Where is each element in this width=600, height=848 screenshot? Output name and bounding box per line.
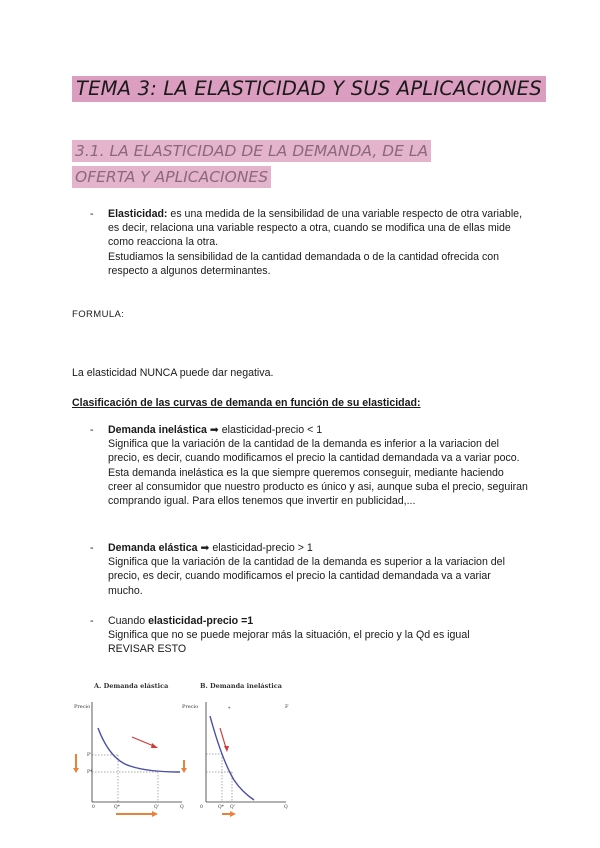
nota-negativa: La elasticidad NUNCA puede dar negativa. [72, 367, 274, 379]
list-dash: - [90, 615, 94, 627]
elasticidad-term: Elasticidad: [108, 208, 168, 220]
demand-figure-svg [72, 680, 294, 820]
panel-a-right-arrowhead [181, 768, 187, 773]
panel-b-q-hi: Q' [230, 805, 235, 810]
panel-a-q-lo: Q* [114, 805, 120, 810]
panel-a-origin: 0 [92, 805, 95, 810]
panel-a-price-arrowhead [73, 768, 79, 773]
panel-a-p-hi: P' [87, 753, 92, 758]
unitaria-term: elasticidad-precio =1 [148, 615, 254, 627]
formula-label: FORMULA: [72, 309, 125, 320]
panel-b-star: * [228, 706, 231, 712]
list-dash: - [90, 424, 94, 436]
panel-b-shift-arrowhead [224, 746, 229, 752]
inelastica-p2: Esta demanda inelástica es la que siempre queremos conseguir, mediante haciendo creer al consumidor que nuestro producto es único y asi, aunque suba el precio, seguiran comprando igual. Para ellos tenemos que invertir en publicidad,... [108, 466, 528, 508]
panel-b-shift-arrow [220, 728, 226, 748]
unitaria-item [90, 614, 528, 657]
panel-b-cut-label: F [285, 704, 289, 710]
unitaria-p1: Significa que no se puede mejorar más la situación, el precio y la Qd es igual [108, 629, 470, 642]
panel-a-x-label: Q [180, 805, 184, 810]
list-dash: - [90, 208, 94, 220]
inelastica-condition: elasticidad-precio < 1 [221, 424, 323, 436]
panel-b-origin: 0 [200, 805, 203, 810]
elastica-term: Demanda elástica [108, 542, 198, 554]
panel-b-x-label: Q [284, 805, 288, 810]
section-title-text: 3.1. LA ELASTICIDAD DE LA DEMANDA, DE LA OFERTA Y APLICACIONES [72, 140, 431, 188]
panel-b-quantity-arrowhead [230, 811, 236, 817]
panel-a-p-lo: P* [87, 770, 93, 775]
section-title [72, 138, 472, 190]
panel-a-quantity-arrowhead [152, 811, 158, 817]
demand-elasticity-figure [72, 680, 294, 820]
page-title: TEMA 3: LA ELASTICIDAD Y SUS APLICACIONES [72, 76, 546, 102]
panel-b-title: B. Demanda inelástica [200, 682, 282, 690]
unitaria-prefix: Cuando [108, 615, 146, 627]
inelastica-item [90, 423, 528, 508]
elasticidad-item [90, 207, 528, 278]
clasificacion-heading: Clasificación de las curvas de demanda en función de su elasticidad: [72, 397, 421, 409]
panel-a-q-hi: Q' [154, 805, 159, 810]
list-dash: - [90, 542, 94, 554]
inelastica-p1: Significa que la variación de la cantidad de la demanda es inferior a la variacion del precio, es decir, cuando modificamos el precio la cantidad demandada va a variar poco. [108, 438, 520, 465]
unitaria-p2: REVISAR ESTO [108, 643, 187, 656]
elastica-condition: elasticidad-precio > 1 [212, 542, 313, 554]
arrow-right-icon: ➡ [200, 542, 210, 554]
elastica-item [90, 541, 528, 598]
panel-a-shift-arrowhead [151, 743, 158, 748]
panel-a-demand-curve [98, 728, 180, 772]
panel-b-y-label: Precio [182, 704, 199, 710]
arrow-right-icon: ➡ [209, 424, 219, 436]
elastica-p1: Significa que la variación de la cantidad de la demanda es superior a la variacion del precio, es decir, cuando modificamos el precio la cantidad demandada va a variar mucho. [108, 556, 505, 597]
inelastica-term: Demanda inelástica [108, 424, 207, 436]
panel-a-y-label: Precio [74, 704, 91, 710]
elasticidad-extra: Estudiamos la sensibilidad de la cantidad demandada o de la cantidad ofrecida con respecto a algunos determinantes. [108, 250, 500, 277]
elasticidad-definition: es una medida de la sensibilidad de una variable respecto de otra variable, es decir, relaciona una variable respecto a otra, cuando se modifica una de ellas mide como reacciona la otra. [108, 208, 523, 249]
panel-a-title: A. Demanda elástica [94, 682, 169, 690]
panel-b-q-lo: Q* [218, 805, 224, 810]
